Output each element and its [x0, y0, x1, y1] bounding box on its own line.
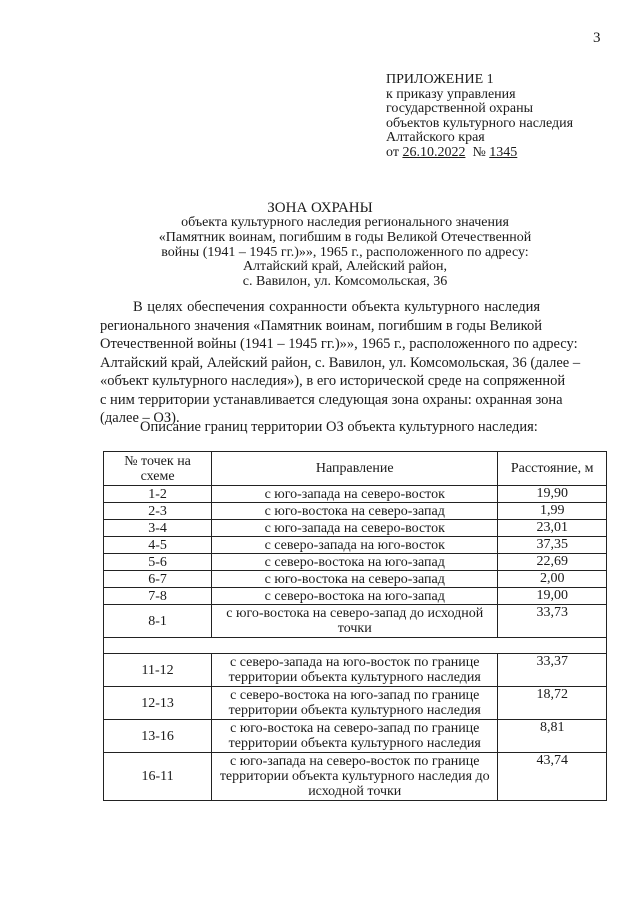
- paragraph-line: Отечественной войны (1941 – 1945 гг.)»», 1965 г., расположенного по адресу:: [100, 336, 578, 352]
- subtitle-line: объекта культурного наследия регионального значения: [181, 215, 509, 230]
- appendix-title: ПРИЛОЖЕНИЕ 1: [386, 72, 494, 87]
- table-row: [104, 588, 607, 605]
- cell-points: 7-8: [104, 588, 212, 605]
- cell-distance: 19,00: [498, 588, 607, 605]
- paragraph-line: с ним территории устанавливается следующая зона охраны: охранная зона: [100, 391, 563, 408]
- cell-direction: с юго-востока на северо-запад: [212, 571, 498, 588]
- table-row: [104, 687, 607, 720]
- appendix-line: государственной охраны: [386, 101, 534, 116]
- appendix-line: объектов культурного наследия: [386, 115, 574, 131]
- paragraph-line: В целях обеспечения сохранности объекта культурного наследия: [133, 299, 540, 315]
- cell-points: 8-1: [104, 605, 212, 638]
- cell-points: 12-13: [104, 687, 212, 720]
- table-header-row: [104, 452, 607, 486]
- cell-direction: с юго-запада на северо-восток по границе территории объекта культурного наследия до исходной точки: [212, 753, 498, 801]
- boundary-table: [103, 451, 607, 801]
- order-date: 26.10.2022: [402, 144, 466, 160]
- cell-distance: 22,69: [498, 554, 607, 571]
- cell-direction: с юго-востока на северо-запад по границе территории объекта культурного наследия: [212, 720, 498, 753]
- cell-points: 4-5: [104, 537, 212, 554]
- cell-distance: 2,00: [498, 571, 607, 588]
- cell-distance: 37,35: [498, 537, 607, 554]
- date-prefix: от: [386, 144, 399, 160]
- paragraph-line: (далее – ОЗ).: [100, 410, 180, 426]
- appendix-block: [386, 73, 573, 160]
- cell-distance: 33,37: [498, 654, 607, 687]
- paragraph-line: «объект культурного наследия»), в его исторической среде на сопряженной: [100, 373, 566, 389]
- table-row: [104, 520, 607, 537]
- cell-direction: с юго-запада на северо-восток: [212, 486, 498, 503]
- cell-direction: с северо-востока на юго-запад: [212, 588, 498, 605]
- table-separator-row: [104, 638, 607, 654]
- cell-distance: 43,74: [498, 753, 607, 801]
- cell-distance: 33,73: [498, 605, 607, 638]
- cell-points: 16-11: [104, 753, 212, 801]
- subtitle-line: «Памятник воинам, погибшим в годы Великой Отечественной: [158, 229, 532, 245]
- table-row: [104, 753, 607, 801]
- table-caption: Описание границ территории ОЗ объекта культурного наследия:: [140, 419, 538, 435]
- cell-points: 1-2: [104, 486, 212, 503]
- cell-direction: с северо-запада на юго-восток по границе территории объекта культурного наследия: [212, 654, 498, 687]
- paragraph-line: регионального значения «Памятник воинам, погибшим в годы Великой: [100, 317, 542, 334]
- cell-points: 11-12: [104, 654, 212, 687]
- cell-direction: с северо-запада на юго-восток: [212, 537, 498, 554]
- document-title: ЗОНА ОХРАНЫ: [267, 200, 373, 216]
- subtitle-line: Алтайский край, Алейский район,: [242, 259, 448, 275]
- cell-direction: с юго-востока на северо-запад до исходной точки: [212, 605, 498, 638]
- header-direction: Направление: [212, 452, 498, 486]
- document-subtitle: [140, 216, 550, 290]
- table-row: [104, 537, 607, 554]
- table-row: [104, 654, 607, 687]
- appendix-line: Алтайского края: [386, 130, 485, 145]
- order-number: 1345: [489, 144, 518, 160]
- cell-points: 13-16: [104, 720, 212, 753]
- number-sign: №: [472, 144, 486, 160]
- header-distance: Расстояние, м: [498, 452, 607, 486]
- cell-points: 3-4: [104, 520, 212, 537]
- table-row: [104, 503, 607, 520]
- paragraph-line: Алтайский край, Алейский район, с. Вавилон, ул. Комсомольская, 36 (далее –: [100, 354, 581, 371]
- table-row: [104, 720, 607, 753]
- appendix-line: к приказу управления: [386, 86, 516, 102]
- cell-distance: 19,90: [498, 486, 607, 503]
- cell-points: 2-3: [104, 503, 212, 520]
- table-row: [104, 486, 607, 503]
- cell-distance: 1,99: [498, 503, 607, 520]
- cell-direction: с юго-востока на северо-запад: [212, 503, 498, 520]
- header-points: № точек на схеме: [104, 452, 212, 486]
- page-number: 3: [593, 30, 601, 46]
- table-row: [104, 571, 607, 588]
- cell-points: 6-7: [104, 571, 212, 588]
- table-row: [104, 554, 607, 571]
- cell-points: 5-6: [104, 554, 212, 571]
- appendix-date-line: [386, 146, 573, 161]
- cell-distance: 18,72: [498, 687, 607, 720]
- subtitle-line: с. Вавилон, ул. Комсомольская, 36: [242, 274, 448, 290]
- cell-distance: 8,81: [498, 720, 607, 753]
- cell-direction: с северо-востока на юго-запад: [212, 554, 498, 571]
- cell-distance: 23,01: [498, 520, 607, 537]
- intro-paragraph: [100, 298, 581, 428]
- cell-direction: с северо-востока на юго-запад по границе территории объекта культурного наследия: [212, 687, 498, 720]
- cell-direction: с юго-запада на северо-восток: [212, 520, 498, 537]
- subtitle-line: войны (1941 – 1945 гг.)»», 1965 г., расположенного по адресу:: [161, 244, 529, 260]
- separator-cell: [104, 638, 607, 654]
- table-row: [104, 605, 607, 638]
